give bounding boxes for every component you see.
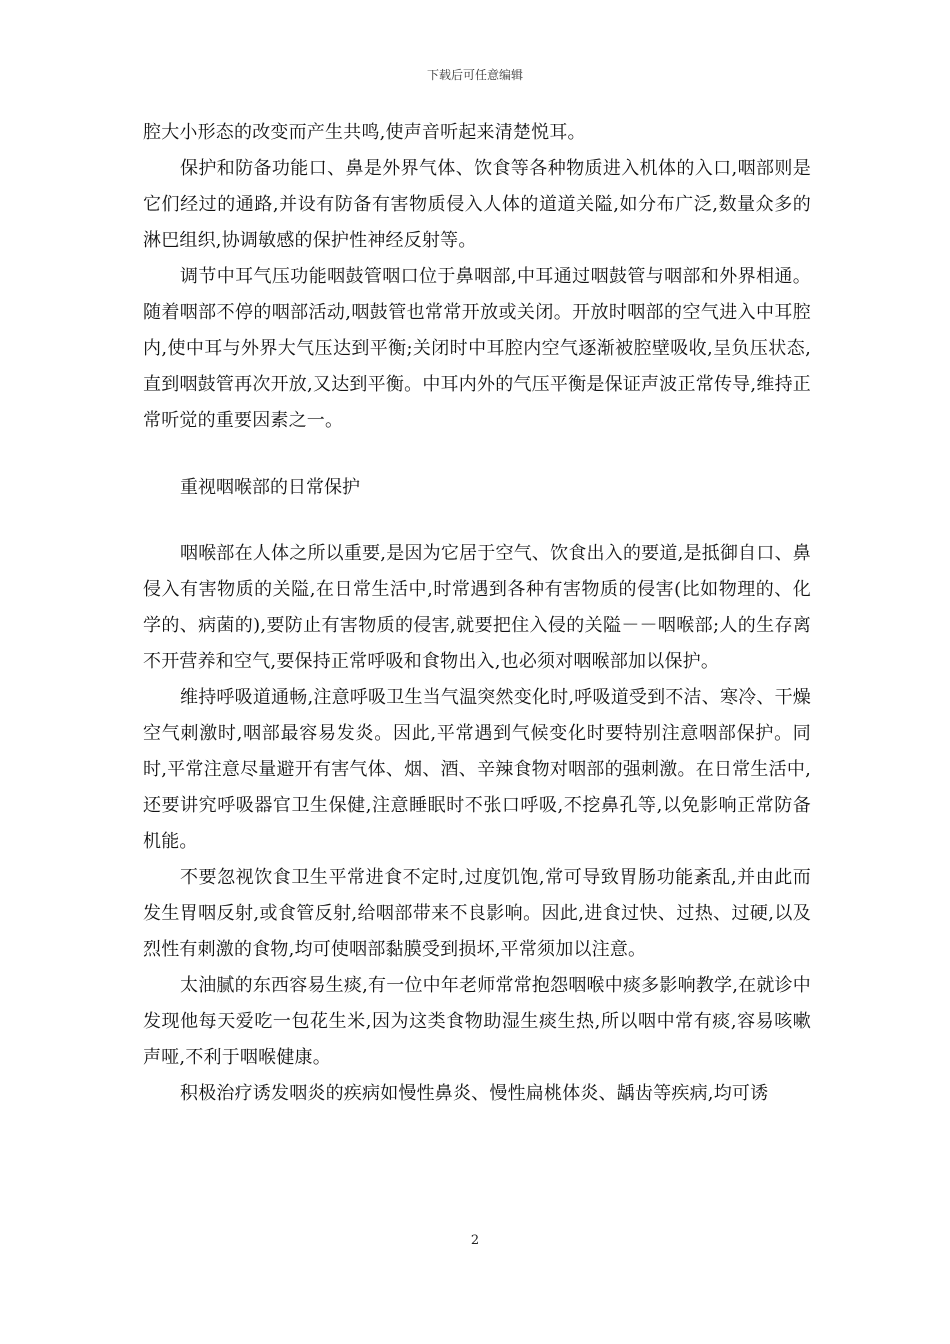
spacer (143, 506, 811, 536)
paragraph-throat-importance: 咽喉部在人体之所以重要,是因为它居于空气、饮食出入的要道,是抵御自口、鼻侵入有害物质的关隘,在日常生活中,时常遇到各种有害物质的侵害(比如物理的、化学的、病菌的),要防止有害物质的侵害,就要把住入侵的关隘－－咽喉部;人的生存离不开营养和空气,要保持正常呼吸和食物出入,也必须对咽喉部加以保护。 (143, 543, 811, 672)
section-heading: 重视咽喉部的日常保护 (180, 477, 360, 498)
paragraph-airway-hygiene: 维持呼吸道通畅,注意呼吸卫生当气温突然变化时,呼吸道受到不洁、寒冷、干燥空气刺激时,咽部最容易发炎。因此,平常遇到气候变化时要特别注意咽部保护。同时,平常注意尽量避开有害气体、烟、酒、辛辣食物对咽部的强刺激。在日常生活中,还要讲究呼吸器官卫生保健,注意睡眠时不张口呼吸,不挖鼻孔等,以免影响正常防备机能。 (143, 687, 811, 852)
paragraph-continuation: 腔大小形态的改变而产生共鸣,使声音听起来清楚悦耳。 (143, 122, 586, 143)
page-number: 2 (470, 1233, 480, 1248)
paragraph-diet-hygiene: 不要忽视饮食卫生平常进食不定时,过度饥饱,常可导致胃肠功能紊乱,并由此而发生胃咽反射,或食管反射,给咽部带来不良影响。因此,进食过快、过热、过硬,以及烈性有刺激的食物,均可使咽部黏膜受到损坏,平常须加以注意。 (143, 867, 811, 960)
document-body (143, 115, 811, 1112)
paragraph-middle-ear-pressure: 调节中耳气压功能咽鼓管咽口位于鼻咽部,中耳通过咽鼓管与咽部和外界相通。随着咽部不停的咽部活动,咽鼓管也常常开放或关闭。开放时咽部的空气进入中耳腔内,使中耳与外界大气压达到平衡;关闭时中耳腔内空气逐渐被腔壁吸收,呈负压状态,直到咽鼓管再次开放,又达到平衡。中耳内外的气压平衡是保证声波正常传导,维持正常听觉的重要因素之一。 (143, 266, 811, 431)
paragraph-protection-function: 保护和防备功能口、鼻是外界气体、饮食等各种物质进入机体的入口,咽部则是它们经过的通路,并设有防备有害物质侵入人体的道道关隘,如分布广泛,数量众多的淋巴组织,协调敏感的保护性神经反射等。 (143, 158, 811, 251)
paragraph-treat-diseases: 积极治疗诱发咽炎的疾病如慢性鼻炎、慢性扁桃体炎、龋齿等疾病,均可诱 (180, 1083, 769, 1104)
spacer (143, 439, 811, 470)
page-header: 下载后可任意编辑 (426, 68, 523, 82)
paragraph-greasy-food: 太油腻的东西容易生痰,有一位中年老师常常抱怨咽喉中痰多影响教学,在就诊中发现他每天爱吃一包花生米,因为这类食物助湿生痰生热,所以咽中常有痰,容易咳嗽声哑,不利于咽喉健康。 (143, 975, 811, 1068)
